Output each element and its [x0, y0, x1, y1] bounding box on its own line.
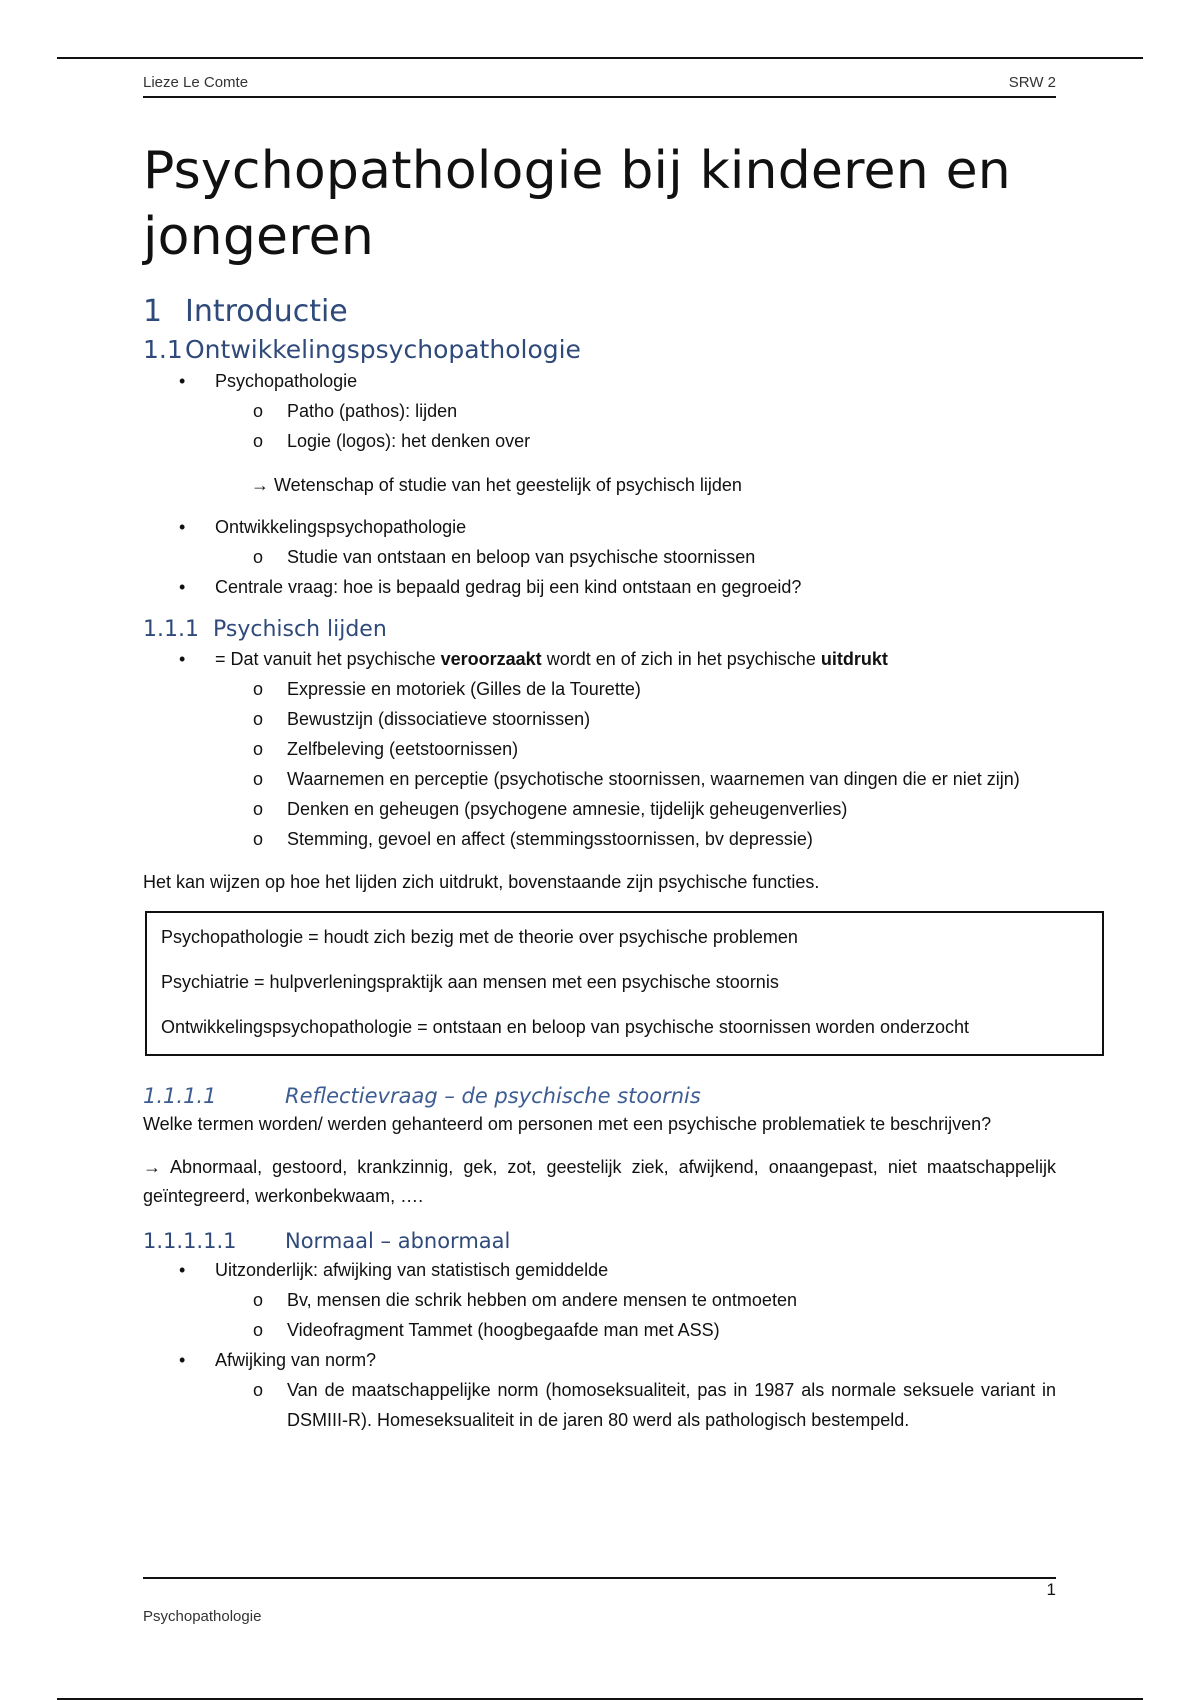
sub-bullet-list: [215, 396, 1056, 456]
sub-list-item: [143, 824, 1056, 854]
bullet-circle-icon: o: [253, 1380, 264, 1400]
sub-list-item: [143, 734, 1056, 764]
bullet-disc-icon: •: [179, 517, 186, 537]
list-item: [143, 366, 1056, 456]
page-header: [143, 72, 1056, 98]
bullet-circle-icon: o: [253, 709, 264, 729]
list-item-text: Ontwikkelingspsychopathologie: [215, 517, 467, 537]
definition-line: Psychiatrie = hulpverleningspraktijk aan mensen met een psychische stoornis: [161, 972, 779, 992]
sub-list-item-text: Patho (pathos): lijden: [287, 401, 458, 421]
heading-number: 1.1.1.1.1: [143, 1229, 237, 1253]
sub-list-item-text: Bewustzijn (dissociatieve stoornissen): [287, 709, 591, 729]
list-item: [143, 1255, 1056, 1345]
header-author: Lieze Le Comte: [143, 74, 249, 91]
reflection-answer: → Abnormaal, gestoord, krankzinnig, gek, zot, geestelijk ziek, afwijkend, onaangepast, niet maatschappelijk geïntegreerd, werkonbekwaam, ….: [143, 1157, 1056, 1206]
document-title: Psychopathologie bij kinderen en jongeren: [143, 141, 1011, 267]
bullet-circle-icon: o: [253, 401, 264, 421]
sub-list-item: [143, 542, 1056, 572]
heading-number: 1.1.1: [143, 617, 199, 642]
sub-list-item-text: Denken en geheugen (psychogene amnesie, tijdelijk geheugenverlies): [287, 799, 848, 819]
heading-introductie: [143, 294, 1056, 330]
bullet-circle-icon: o: [253, 769, 264, 789]
heading-reflectievraag: [143, 1082, 1056, 1110]
paragraph-psychische-functies: Het kan wijzen op hoe het lijden zich uitdrukt, bovenstaande zijn psychische functies.: [143, 872, 820, 892]
bullet-disc-icon: •: [179, 649, 186, 669]
bullet-circle-icon: o: [253, 1290, 264, 1310]
heading-psychisch-lijden: [143, 616, 1056, 644]
document-body: [143, 138, 1056, 1435]
bullet-circle-icon: o: [253, 739, 264, 759]
sub-list-item: [143, 1315, 1056, 1345]
sub-list-item-text: Videofragment Tammet (hoogbegaafde man met ASS): [287, 1320, 720, 1340]
heading-text: Introductie: [185, 294, 348, 329]
bullet-list: [143, 1255, 1056, 1435]
bullet-disc-icon: •: [179, 577, 186, 597]
sub-list-item-text: Van de maatschappelijke norm (homoseksualiteit, pas in 1987 als normale seksuele variant in DSMIII-R). Homeseksualiteit in de jaren 80 werd als pathologisch bestempeld.: [287, 1380, 1056, 1430]
definitions-box: [145, 911, 1104, 1056]
sub-list-item: [143, 704, 1056, 734]
heading-text: Normaal – abnormaal: [285, 1229, 511, 1253]
reflection-question: Welke termen worden/ werden gehanteerd om personen met een psychische problematiek te beschrijven?: [143, 1114, 992, 1134]
bullet-circle-icon: o: [253, 799, 264, 819]
sub-list-item-text: Logie (logos): het denken over: [287, 431, 531, 451]
sub-list-item-text: Studie van ontstaan en beloop van psychische stoornissen: [287, 547, 756, 567]
sub-list-item-text: Expressie en motoriek (Gilles de la Tourette): [287, 679, 641, 699]
heading-normaal-abnormaal: [143, 1227, 1056, 1255]
heading-text: Psychisch lijden: [213, 617, 387, 642]
bold-term-uitdrukt: uitdrukt: [820, 649, 888, 669]
bold-term-veroorzaakt: veroorzaakt: [440, 649, 542, 669]
sub-list-item: [143, 794, 1056, 824]
list-item: [143, 572, 1056, 602]
list-item: [143, 644, 1056, 854]
sub-list-item-text: Waarnemen en perceptie (psychotische stoornissen, waarnemen van dingen die er niet zijn): [287, 769, 1020, 789]
footer-label: Psychopathologie: [143, 1608, 262, 1625]
bullet-disc-icon: •: [179, 371, 186, 391]
sub-list-item: [143, 1285, 1056, 1315]
bullet-circle-icon: o: [253, 1320, 264, 1340]
sub-list-item: [143, 396, 1056, 426]
bullet-circle-icon: o: [253, 547, 264, 567]
definition-text-start: = Dat vanuit het psychische: [215, 649, 441, 669]
list-item-text: Uitzonderlijk: afwijking van statistisch gemiddelde: [215, 1260, 609, 1280]
sub-bullet-list: [215, 1375, 1056, 1435]
sub-list-item: [143, 1375, 1056, 1435]
heading-number: 1.1: [143, 335, 183, 364]
page-top-rule: [57, 57, 1143, 59]
heading-text: Ontwikkelingspsychopathologie: [185, 335, 581, 364]
definition-line: Psychopathologie = houdt zich bezig met de theorie over psychische problemen: [161, 927, 798, 947]
definition-line: Ontwikkelingspsychopathologie = ontstaan en beloop van psychische stoornissen worden onderzocht: [161, 1017, 970, 1037]
sub-list-item-text: Stemming, gevoel en affect (stemmingsstoornissen, bv depressie): [287, 829, 813, 849]
bullet-circle-icon: o: [253, 431, 264, 451]
bullet-list: [143, 644, 1056, 854]
sub-list-item-text: Bv, mensen die schrik hebben om andere mensen te ontmoeten: [287, 1290, 797, 1310]
list-item-text: Afwijking van norm?: [215, 1350, 377, 1370]
bullet-circle-icon: o: [253, 679, 264, 699]
page-number: 1: [1046, 1580, 1056, 1599]
sub-bullet-list: [215, 1285, 1056, 1345]
footer-rule: [143, 1577, 1056, 1579]
heading-ontwikkelingspsychopathologie: [143, 334, 1056, 366]
list-item: [143, 512, 1056, 572]
sub-list-item: [143, 674, 1056, 704]
bullet-circle-icon: o: [253, 829, 264, 849]
list-item: [143, 1345, 1056, 1435]
list-item-text: Psychopathologie: [215, 371, 358, 391]
definition-text-middle: wordt en of zich in het psychische: [541, 649, 821, 669]
sub-bullet-list: [215, 542, 1056, 572]
list-item-text: Centrale vraag: hoe is bepaald gedrag bij een kind ontstaan en gegroeid?: [215, 577, 802, 597]
bullet-disc-icon: •: [179, 1350, 186, 1370]
arrow-statement: → Wetenschap of studie van het geestelijk of psychisch lijden: [251, 475, 742, 495]
bullet-list: [143, 512, 1056, 602]
sub-list-item-text: Zelfbeleving (eetstoornissen): [287, 739, 519, 759]
sub-bullet-list: [215, 674, 1056, 854]
bullet-list: [143, 366, 1056, 456]
sub-list-item: [143, 764, 1056, 794]
heading-number: 1: [143, 294, 163, 329]
sub-list-item: [143, 426, 1056, 456]
heading-text: Reflectievraag – de psychische stoornis: [285, 1084, 701, 1108]
bullet-disc-icon: •: [179, 1260, 186, 1280]
header-course: SRW 2: [1008, 74, 1056, 91]
heading-number: 1.1.1.1: [143, 1084, 217, 1108]
